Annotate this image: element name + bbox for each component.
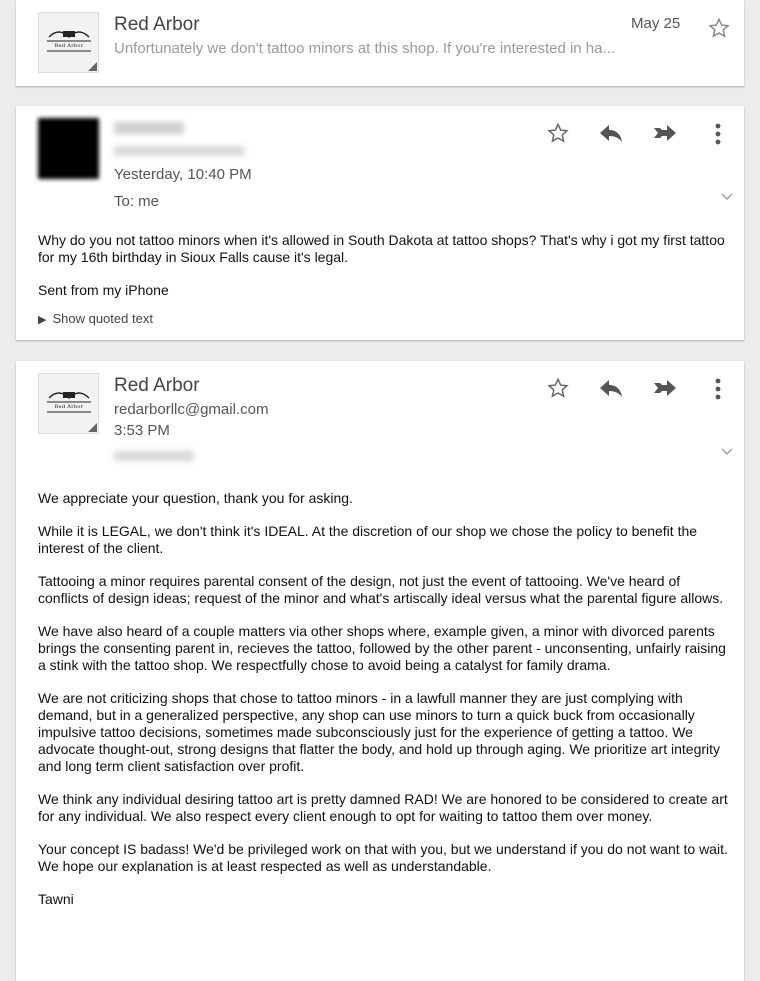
message-date: May 25 <box>631 15 681 32</box>
body-paragraph: We have also heard of a couple matters via other shops where, example given, a minor with divorced parents brings the consenting parent in, recieves the tattoo, followed by the other parent - unconsenting, unfairly raising a stink with the tattoo shop. We respectfully chose to avoid being a catalyst for family drama. <box>38 623 726 673</box>
message-collapsed-1[interactable] <box>16 0 744 86</box>
recipient-line[interactable]: To: me <box>114 193 160 210</box>
forward-icon[interactable] <box>652 377 678 399</box>
sender-name: Red Arbor <box>114 14 200 35</box>
chevron-down-icon[interactable] <box>720 447 734 457</box>
star-icon[interactable] <box>708 17 730 39</box>
body-paragraph: We appreciate your question, thank you for asking. <box>38 490 353 506</box>
forward-icon[interactable] <box>652 122 678 144</box>
show-quoted-label: Show quoted text <box>52 311 153 326</box>
sender-avatar <box>38 12 99 73</box>
body-paragraph: Why do you not tattoo minors when it's allowed in South Dakota at tattoo shops? That's why i got my first tattoo for my 16th birthday in Sioux Falls cause it's legal. <box>38 232 725 265</box>
body-paragraph: Your concept IS badass! We'd be privileged work on that with you, but we understand if you do not want to wait. We hope our explanation is at least respected as well as understandable. <box>38 841 728 874</box>
sender-avatar <box>38 373 99 434</box>
logo-text: Red Arbor <box>54 404 84 410</box>
recipient-line-redacted <box>114 451 194 461</box>
sender-name: Red Arbor <box>114 375 200 396</box>
sender-name-redacted <box>114 122 184 134</box>
sender-email-redacted <box>114 146 244 156</box>
avatar-corner <box>88 62 97 71</box>
star-icon[interactable] <box>547 377 569 399</box>
reply-icon[interactable] <box>598 122 624 144</box>
message-expanded-2 <box>16 106 744 340</box>
body-paragraph: While it is LEGAL, we don't think it's IDEAL. At the discretion of our shop we chose the policy to benefit the interest of the client. <box>38 523 698 556</box>
logo-text: Red Arbor <box>54 43 84 49</box>
reply-icon[interactable] <box>598 377 624 399</box>
sender-avatar <box>38 118 99 179</box>
more-icon[interactable] <box>714 378 722 400</box>
show-quoted-text-button[interactable] <box>38 311 153 326</box>
signature: Sent from my iPhone <box>38 282 169 298</box>
message-body <box>38 232 728 315</box>
star-icon[interactable] <box>547 122 569 144</box>
message-expanded-3 <box>16 361 744 981</box>
body-paragraph: Tattooing a minor requires parental consent of the design, not just the event of tattooing. We've heard of conflicts of design ideas; request of the minor and what's artiscally ideal versus what the parental figure allows. <box>38 573 724 606</box>
expand-triangle-icon: ▶ <box>38 314 47 326</box>
message-snippet: Unfortunately we don't tattoo minors at this shop. If you're interested in ha... <box>114 40 615 57</box>
message-body <box>38 490 728 924</box>
body-paragraph: We are not criticizing shops that chose to tattoo minors - in a lawfull manner they are just complying with demand, but in a generalized perspective, any shop can use minors to turn a quick buck from occasionally impulsive tattoo decisions, sometimes made subconsciously just for the experience of getting a tattoo. We advocate thought-out, strong designs that flatter the body, and hold up through aging. We prioritize art integrity and long term client satisfaction over profit. <box>38 690 721 774</box>
signature: Tawni <box>38 891 74 907</box>
body-paragraph: We think any individual desiring tattoo art is pretty damned RAD! We are honored to be considered to create art for any individual. We also respect every client enough to opt for waiting to tattoo them over money. <box>38 791 728 824</box>
avatar-corner <box>88 423 97 432</box>
message-time: 3:53 PM <box>114 422 170 439</box>
chevron-down-icon[interactable] <box>720 192 734 202</box>
message-time: Yesterday, 10:40 PM <box>114 166 252 183</box>
more-icon[interactable] <box>714 123 722 145</box>
sender-email: redarborllc@gmail.com <box>114 401 269 418</box>
